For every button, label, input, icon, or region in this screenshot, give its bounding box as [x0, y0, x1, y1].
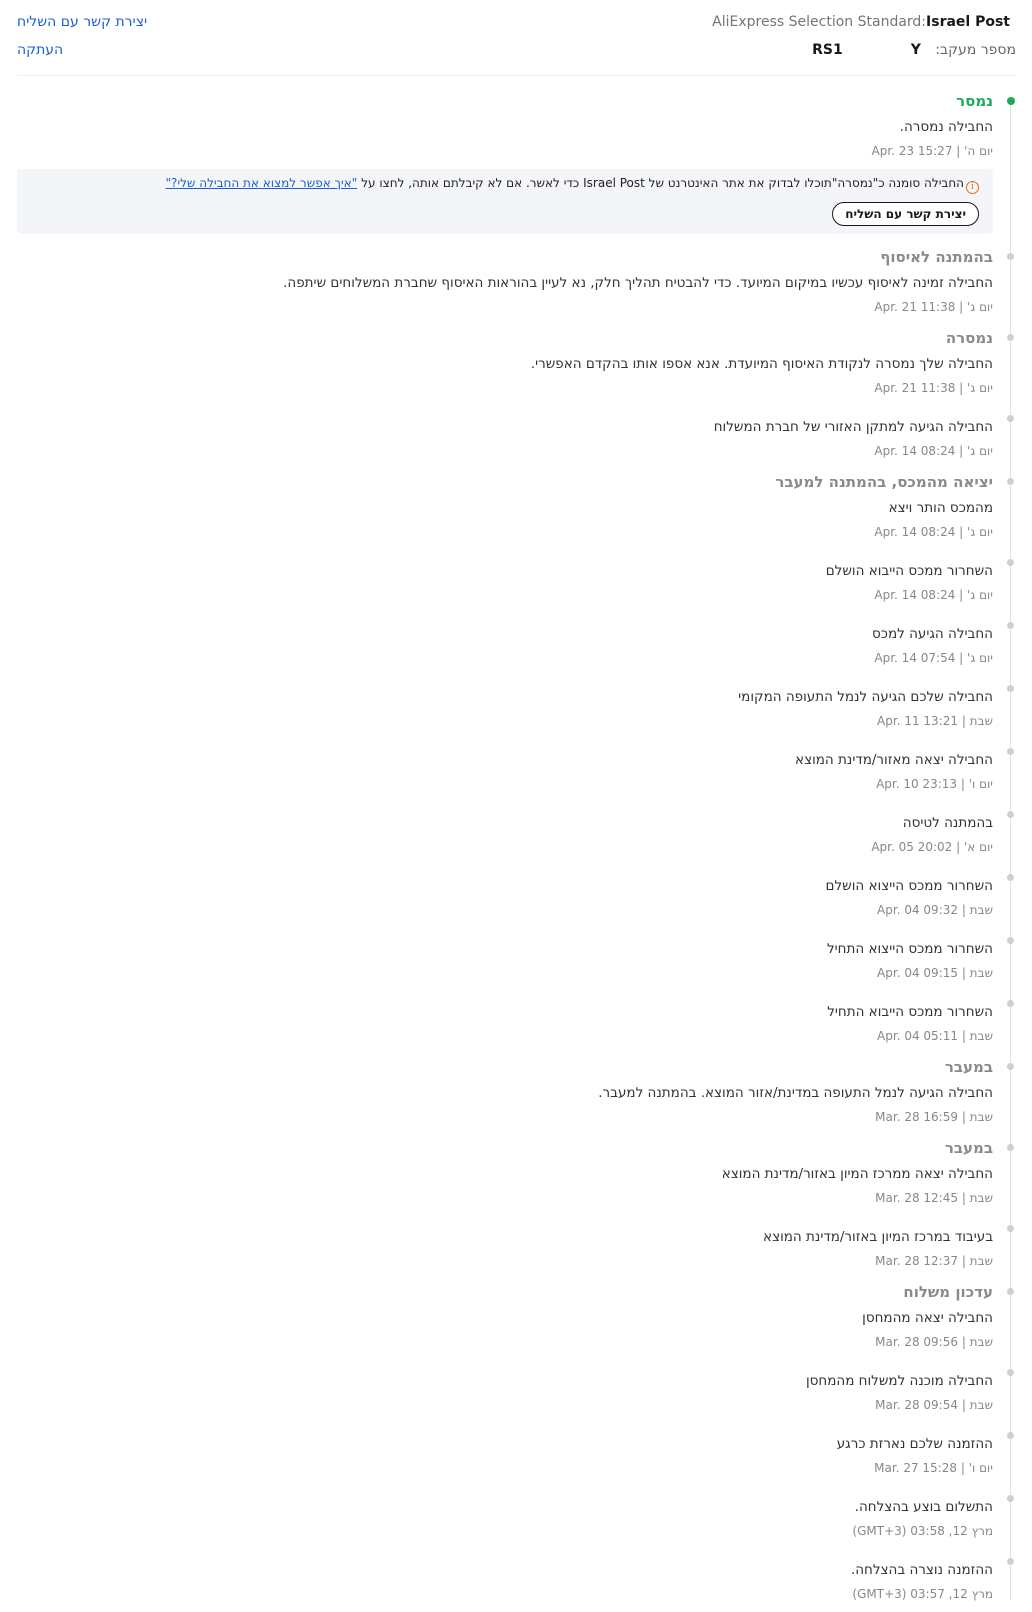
carrier-name: Israel Post	[926, 14, 1010, 30]
event-description: השחרור ממכס הייצוא התחיל	[826, 941, 993, 957]
timeline-event	[17, 406, 1016, 461]
event-description: החבילה הגיעה לנמל התעופה במדינת/אזור המוצא. בהמתנה למעבר.	[598, 1085, 993, 1101]
time-separator: |	[955, 588, 968, 602]
carrier-label: AliExpress Selection Standard:	[712, 14, 927, 30]
event-description: החבילה יצאה מאזור/מדינת המוצא	[795, 752, 993, 768]
event-time	[17, 1188, 993, 1208]
event-day: שבת	[969, 1110, 993, 1124]
timeline-event	[17, 1549, 1016, 1604]
timeline-event	[17, 676, 1016, 731]
event-description: השחרור ממכס הייצוא הושלם	[825, 878, 993, 894]
event-date: Mar. 28 12:45	[875, 1191, 958, 1205]
status-dot	[1007, 1432, 1014, 1439]
event-date: Mar. 28 09:56	[875, 1335, 958, 1349]
status-dot	[1007, 811, 1014, 818]
time-separator: |	[955, 525, 968, 539]
tracking-timeline	[17, 88, 1016, 1612]
event-description: החבילה שלך נמסרה לנקודת האיסוף המיועדת. אנא אספו אותו בהקדם האפשרי.	[530, 356, 993, 372]
event-time	[17, 1458, 993, 1478]
timeline-event	[17, 1279, 1016, 1352]
event-status: נמסרה	[945, 329, 993, 347]
event-day: יום ה'	[964, 144, 993, 158]
event-date: מרץ 12, 03:58 (GMT+3)	[852, 1524, 993, 1538]
carrier-line	[712, 12, 1016, 32]
event-day: שבת	[969, 1029, 993, 1043]
timeline-event	[17, 1423, 1016, 1478]
time-separator: |	[955, 651, 968, 665]
time-separator: |	[955, 444, 968, 458]
status-dot	[1007, 415, 1014, 422]
status-dot	[1007, 559, 1014, 566]
timeline-event	[17, 1486, 1016, 1541]
event-time	[17, 1107, 993, 1127]
event-date: Apr. 14 08:24	[874, 444, 956, 458]
event-day: יום ג'	[967, 588, 993, 602]
time-separator: |	[955, 381, 968, 395]
event-day: שבת	[969, 1398, 993, 1412]
time-separator: |	[958, 714, 970, 728]
event-date: Mar. 28 12:37	[875, 1254, 958, 1268]
contact-courier-button[interactable]: יצירת קשר עם השליח	[832, 202, 979, 226]
event-day: יום ג'	[967, 300, 993, 314]
event-description: החבילה יצאה ממרכז המיון באזור/מדינת המוצא	[721, 1166, 993, 1182]
timeline-event	[17, 739, 1016, 794]
event-time	[17, 297, 993, 317]
timeline-event	[17, 469, 1016, 542]
tracking-number-start: RS1	[812, 42, 843, 58]
time-separator: |	[957, 1461, 969, 1475]
event-date: Apr. 14 08:24	[874, 525, 956, 539]
event-time	[17, 1521, 993, 1541]
event-description: החבילה זמינה לאיסוף עכשיו במיקום המיועד. כדי להבטיח תהליך חלק, נא לעיין בהוראות האיסוף שחברת המשלוחים שיתפה.	[283, 275, 993, 291]
event-date: Apr. 14 07:54	[874, 651, 956, 665]
header-divider	[17, 75, 1016, 76]
status-dot	[1007, 1558, 1014, 1565]
time-separator: |	[958, 1335, 970, 1349]
event-description: החבילה יצאה מהמחסן	[862, 1310, 993, 1326]
status-dot	[1007, 874, 1014, 881]
event-date: Mar. 28 09:54	[875, 1398, 958, 1412]
tracking-label: מספר מעקב:	[935, 42, 1016, 58]
notice-text-row	[31, 175, 979, 194]
event-time	[17, 1395, 993, 1415]
info-icon: i	[966, 181, 979, 194]
event-day: יום ו'	[968, 1461, 993, 1475]
status-dot	[1007, 685, 1014, 692]
event-date: Mar. 27 15:28	[874, 1461, 958, 1475]
status-dot	[1007, 748, 1014, 755]
copy-tracking-link[interactable]: העתקה	[17, 42, 64, 58]
event-day: יום ג'	[967, 525, 993, 539]
event-time	[17, 837, 993, 857]
event-date: Mar. 28 16:59	[875, 1110, 958, 1124]
event-day: שבת	[969, 1254, 993, 1268]
event-description: בהמתנה לטיסה	[902, 815, 993, 831]
event-day: שבת	[969, 966, 993, 980]
event-date: Apr. 21 11:38	[874, 381, 956, 395]
time-separator: |	[952, 840, 964, 854]
status-dot	[1007, 478, 1014, 485]
event-time	[17, 1332, 993, 1352]
event-time	[17, 774, 993, 794]
status-dot	[1007, 1225, 1014, 1232]
event-time	[17, 1251, 993, 1271]
time-separator: |	[958, 966, 970, 980]
event-date: Apr. 23 15:27	[871, 144, 953, 158]
event-description: בעיבוד במרכז המיון באזור/מדינת המוצא	[763, 1229, 993, 1245]
event-day: יום ו'	[968, 777, 993, 791]
event-description: השחרור ממכס הייבוא התחיל	[827, 1004, 993, 1020]
timeline-event	[17, 325, 1016, 398]
event-status: במעבר	[944, 1139, 993, 1157]
tracking-number[interactable]	[812, 40, 921, 60]
time-separator: |	[958, 1398, 970, 1412]
event-description: החבילה הגיעה למכס	[872, 626, 993, 642]
event-time	[17, 648, 993, 668]
event-date: Apr. 04 05:11	[877, 1029, 958, 1043]
tracking-number-end: Y	[910, 42, 921, 58]
shipment-info	[712, 12, 1016, 60]
timeline-event	[17, 550, 1016, 605]
event-description: ההזמנה שלכם נארזת כרגע	[836, 1436, 993, 1452]
event-day: יום א'	[963, 840, 993, 854]
event-time	[17, 1026, 993, 1046]
time-separator: |	[952, 144, 965, 158]
current-status-dot	[1007, 97, 1015, 105]
event-date: Apr. 10 23:13	[876, 777, 958, 791]
event-status: בהמתנה לאיסוף	[880, 248, 993, 266]
time-separator: |	[958, 1029, 970, 1043]
event-time	[17, 900, 993, 920]
event-time	[17, 585, 993, 605]
event-description: החבילה נמסרה.	[899, 119, 993, 135]
event-status: במעבר	[944, 1058, 993, 1076]
timeline-event	[17, 88, 1016, 161]
event-date: Apr. 21 11:38	[874, 300, 956, 314]
find-package-link[interactable]: "איך אפשר למצוא את החבילה שלי?"	[165, 176, 358, 190]
event-status: יציאה מהמכס, בהמתנה למעבר	[775, 473, 993, 491]
status-dot	[1007, 1063, 1014, 1070]
timeline-event	[17, 1216, 1016, 1271]
status-dot	[1007, 937, 1014, 944]
timeline-event	[17, 865, 1016, 920]
status-dot	[1007, 622, 1014, 629]
timeline-event	[17, 613, 1016, 668]
event-time	[17, 522, 993, 542]
event-description: החבילה מוכנה למשלוח מהמחסן	[805, 1373, 993, 1389]
event-date: Apr. 04 09:15	[877, 966, 958, 980]
event-day: יום ג'	[967, 444, 993, 458]
event-description: ההזמנה נוצרה בהצלחה.	[850, 1562, 993, 1578]
timeline-event	[17, 802, 1016, 857]
event-time	[17, 963, 993, 983]
notice-carrier: Israel Post	[583, 176, 645, 190]
event-day: יום ג'	[967, 381, 993, 395]
status-dot	[1007, 334, 1014, 341]
event-day: שבת	[969, 1191, 993, 1205]
time-separator: |	[958, 903, 970, 917]
event-time	[17, 441, 993, 461]
time-separator: |	[958, 1191, 970, 1205]
timeline-event	[17, 928, 1016, 983]
contact-courier-link[interactable]: יצירת קשר עם השליח	[17, 14, 148, 30]
event-status: עדכון משלוח	[903, 1283, 993, 1301]
notice-text: החבילה סומנה כ"נמסרה"תוכלו לבדוק את אתר האינטרנט של	[648, 176, 964, 190]
event-day: יום ג'	[967, 651, 993, 665]
timeline-event	[17, 1360, 1016, 1415]
status-dot	[1007, 1369, 1014, 1376]
status-dot	[1007, 1000, 1014, 1007]
event-day: שבת	[969, 714, 993, 728]
time-separator: |	[958, 1254, 970, 1268]
timeline-event	[17, 1135, 1016, 1208]
event-date: Apr. 05 20:02	[871, 840, 953, 854]
time-separator: |	[957, 777, 969, 791]
status-dot	[1007, 253, 1014, 260]
timeline-event	[17, 244, 1016, 317]
event-date: Apr. 14 08:24	[874, 588, 956, 602]
header-actions	[17, 12, 147, 60]
event-time	[17, 141, 993, 161]
tracking-line	[712, 40, 1016, 60]
event-day: שבת	[969, 1335, 993, 1349]
event-time	[17, 378, 993, 398]
event-status: נמסר	[956, 92, 993, 110]
event-date: Apr. 04 09:32	[877, 903, 958, 917]
timeline-event	[17, 991, 1016, 1046]
notice-text-2: כדי לאשר. אם לא קיבלתם אותה, לחצו על	[361, 176, 580, 190]
time-separator: |	[955, 300, 968, 314]
event-date: מרץ 12, 03:57 (GMT+3)	[852, 1587, 993, 1601]
status-dot	[1007, 1495, 1014, 1502]
event-date: Apr. 11 13:21	[877, 714, 958, 728]
event-time	[17, 711, 993, 731]
event-description: החבילה שלכם הגיעה לנמל התעופה המקומי	[738, 689, 993, 705]
status-dot	[1007, 1288, 1014, 1295]
timeline-event	[17, 1054, 1016, 1127]
event-description: התשלום בוצע בהצלחה.	[854, 1499, 993, 1515]
status-dot	[1007, 1144, 1014, 1151]
time-separator: |	[958, 1110, 970, 1124]
delivery-notice	[17, 169, 993, 234]
event-description: השחרור ממכס הייבוא הושלם	[825, 563, 993, 579]
event-description: מהמכס הותר ויצא	[888, 500, 993, 516]
event-time	[17, 1584, 993, 1604]
event-description: החבילה הגיעה למתקן האזורי של חברת המשלוח	[713, 419, 993, 435]
event-day: שבת	[969, 903, 993, 917]
